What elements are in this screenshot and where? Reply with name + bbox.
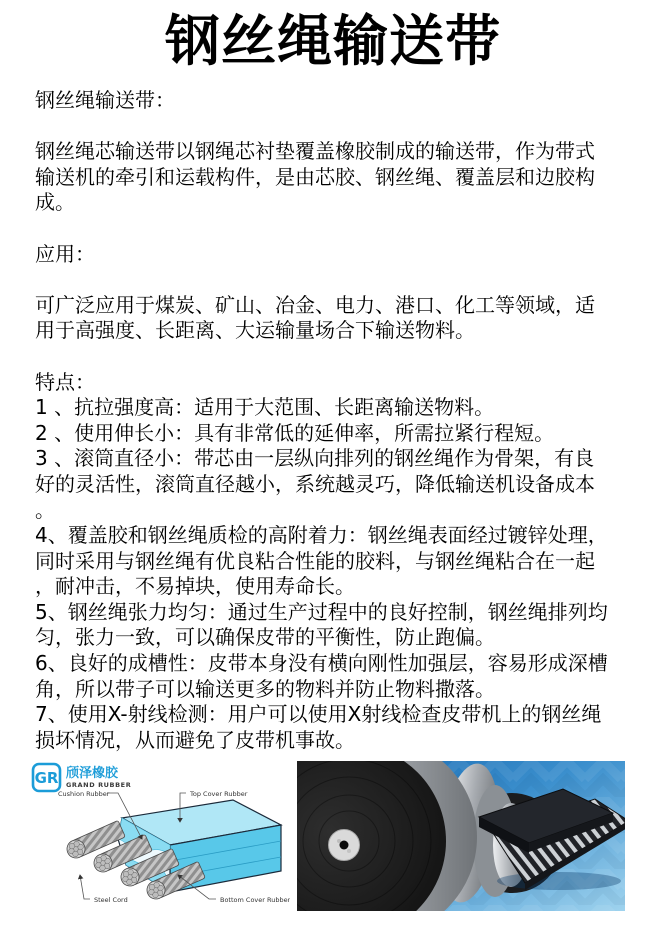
intro-heading: 钢丝绳输送带：	[35, 88, 175, 112]
intro-paragraph: 钢丝绳芯输送带以钢绳芯衬垫覆盖橡胶制成的输送带，作为带式输送机的牵引和运载构件，是由芯胶、钢丝绳、覆盖层和边胶构成。	[35, 139, 595, 215]
logo-english-name: GRAND RUBBER	[66, 781, 132, 790]
feature-item: 4、覆盖胶和钢丝绳质检的高附着力：钢丝绳表面经过镀锌处理，同时采用与钢丝绳有优良粘合性能的胶料，与钢丝绳粘合在一起，耐冲击，不易掉块，使用寿命长。	[35, 523, 608, 599]
belt-structure-diagram	[30, 761, 290, 921]
label-steel-cord: Steel Cord	[94, 896, 128, 905]
feature-item: 5、钢丝绳张力均匀：通过生产过程中的良好控制，钢丝绳排列均匀，张力一致，可以确保皮带的平衡性，防止跑偏。	[35, 599, 608, 650]
feature-item: 2 、使用伸长小：具有非常低的延伸率，所需拉紧行程短。	[35, 420, 555, 445]
page-title: 钢丝绳输送带	[164, 9, 501, 73]
feature-item: 3 、滚筒直径小：带芯由一层纵向排列的钢丝绳作为骨架，有良好的灵活性，滚筒直径越小，系统越灵巧，降低输送机设备成本。	[35, 446, 595, 522]
feature-item: 6、良好的成槽性：皮带本身没有横向刚性加强层，容易形成深槽角，所以带子可以输送更多的物料并防止物料撒落。	[35, 651, 608, 701]
image-row	[30, 761, 666, 921]
logo-monogram: GR	[34, 769, 59, 788]
belt-product-photo	[297, 761, 625, 911]
feature-item: 1 、抗拉强度高：适用于大范围、长距离输送物料。	[35, 395, 495, 420]
logo-chinese-name: 颀泽橡胶	[66, 766, 119, 782]
grand-rubber-logo	[33, 764, 131, 791]
label-top-cover-rubber: Top Cover Rubber	[190, 790, 248, 799]
belt-roll	[297, 761, 477, 911]
application-paragraph: 可广泛应用于煤炭、矿山、冶金、电力、港口、化工等领域，适用于高强度、长距离、大运输量场合下输送物料。	[35, 292, 595, 343]
label-cushion-rubber: Cushion Rubber	[58, 790, 110, 799]
features-heading: 特点：	[35, 369, 95, 394]
feature-item: 7、使用X-射线检测：用户可以使用X射线检查皮带机上的钢丝绳损坏情况，从而避免了皮带机事故。	[35, 702, 602, 752]
article-body	[35, 88, 609, 753]
label-bottom-cover-rubber: Bottom Cover Rubber	[220, 896, 290, 905]
application-heading: 应用：	[35, 241, 95, 266]
